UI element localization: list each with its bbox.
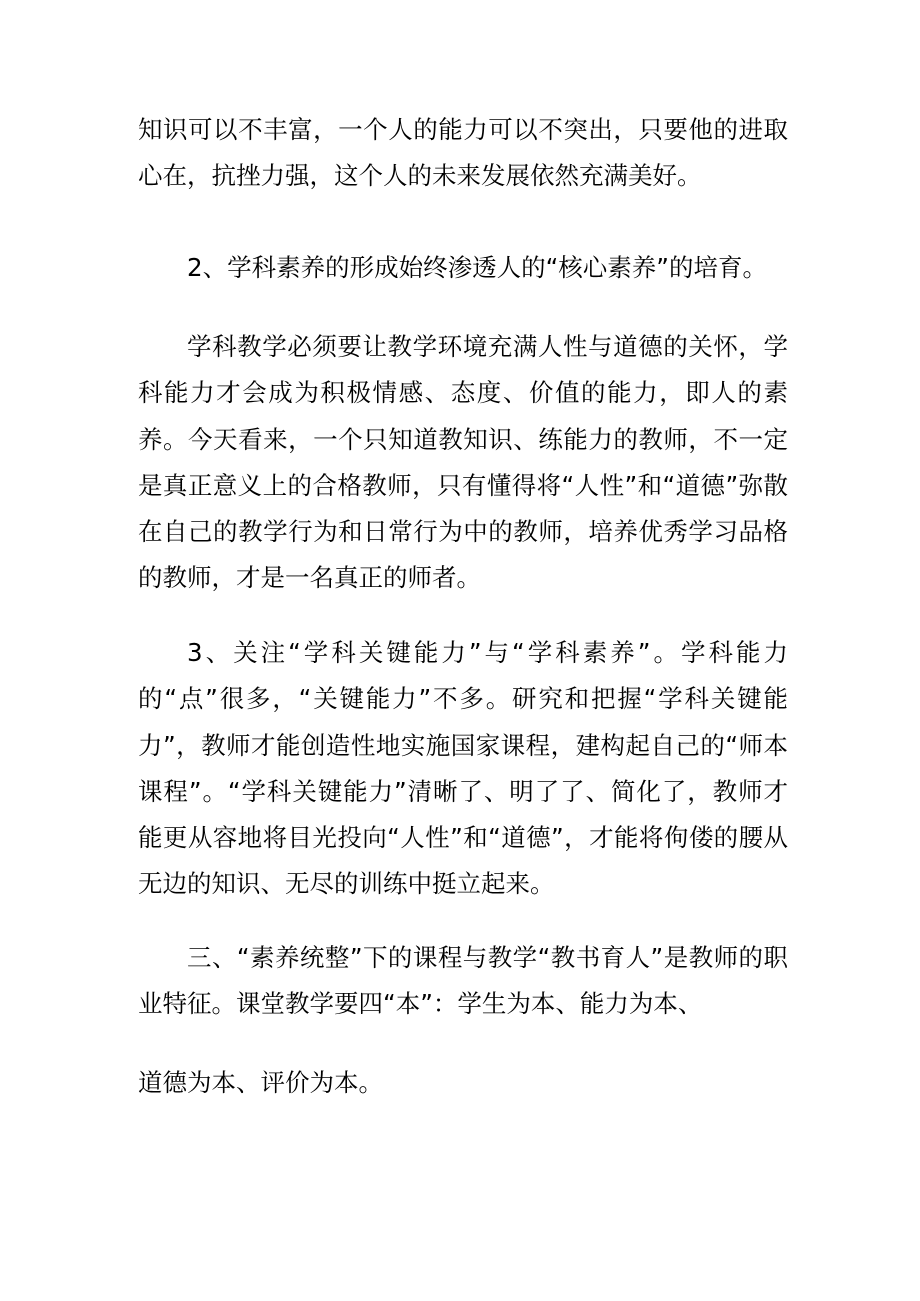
paragraph-continuation: 知识可以不丰富，一个人的能力可以不突出，只要他的进取心在，抗挫力强，这个人的未来发展依然充满美好。	[138, 115, 788, 191]
paragraph-subject-teaching: 学科教学必须要让教学环境充满人性与道德的关怀，学科能力才会成为积极情感、态度、价值的能力，即人的素养。今天看来，一个只知道教知识、练能力的教师，不一定是真正意义上的合格教师，只有懂得将“人性”和“道德”弥散在自己的教学行为和日常行为中的教师，培养优秀学习品格的教师，才是一名真正的师者。	[138, 332, 788, 593]
paragraph-point-3: 3、关注“学科关键能力”与“学科素养”。学科能力的“点”很多，“关键能力”不多。研究和把握“学科关键能力”，教师才能创造性地实施国家课程，建构起自己的“师本课程”。“学科关键能力”清晰了、明了了、简化了，教师才能更从容地将目光投向“人性”和“道德”，才能将佝偻的腰从无边的知识、无尽的训练中挺立起来。	[138, 638, 788, 899]
paragraph-final-line: 道德为本、评价为本。	[138, 1068, 383, 1097]
paragraph-point-2: 2、学科素养的形成始终渗透人的“核心素养”的培育。	[187, 253, 767, 282]
paragraph-section-three: 三、“素养统整”下的课程与教学“教书育人”是教师的职业特征。课堂教学要四“本”：学生为本、能力为本、	[138, 943, 788, 1019]
